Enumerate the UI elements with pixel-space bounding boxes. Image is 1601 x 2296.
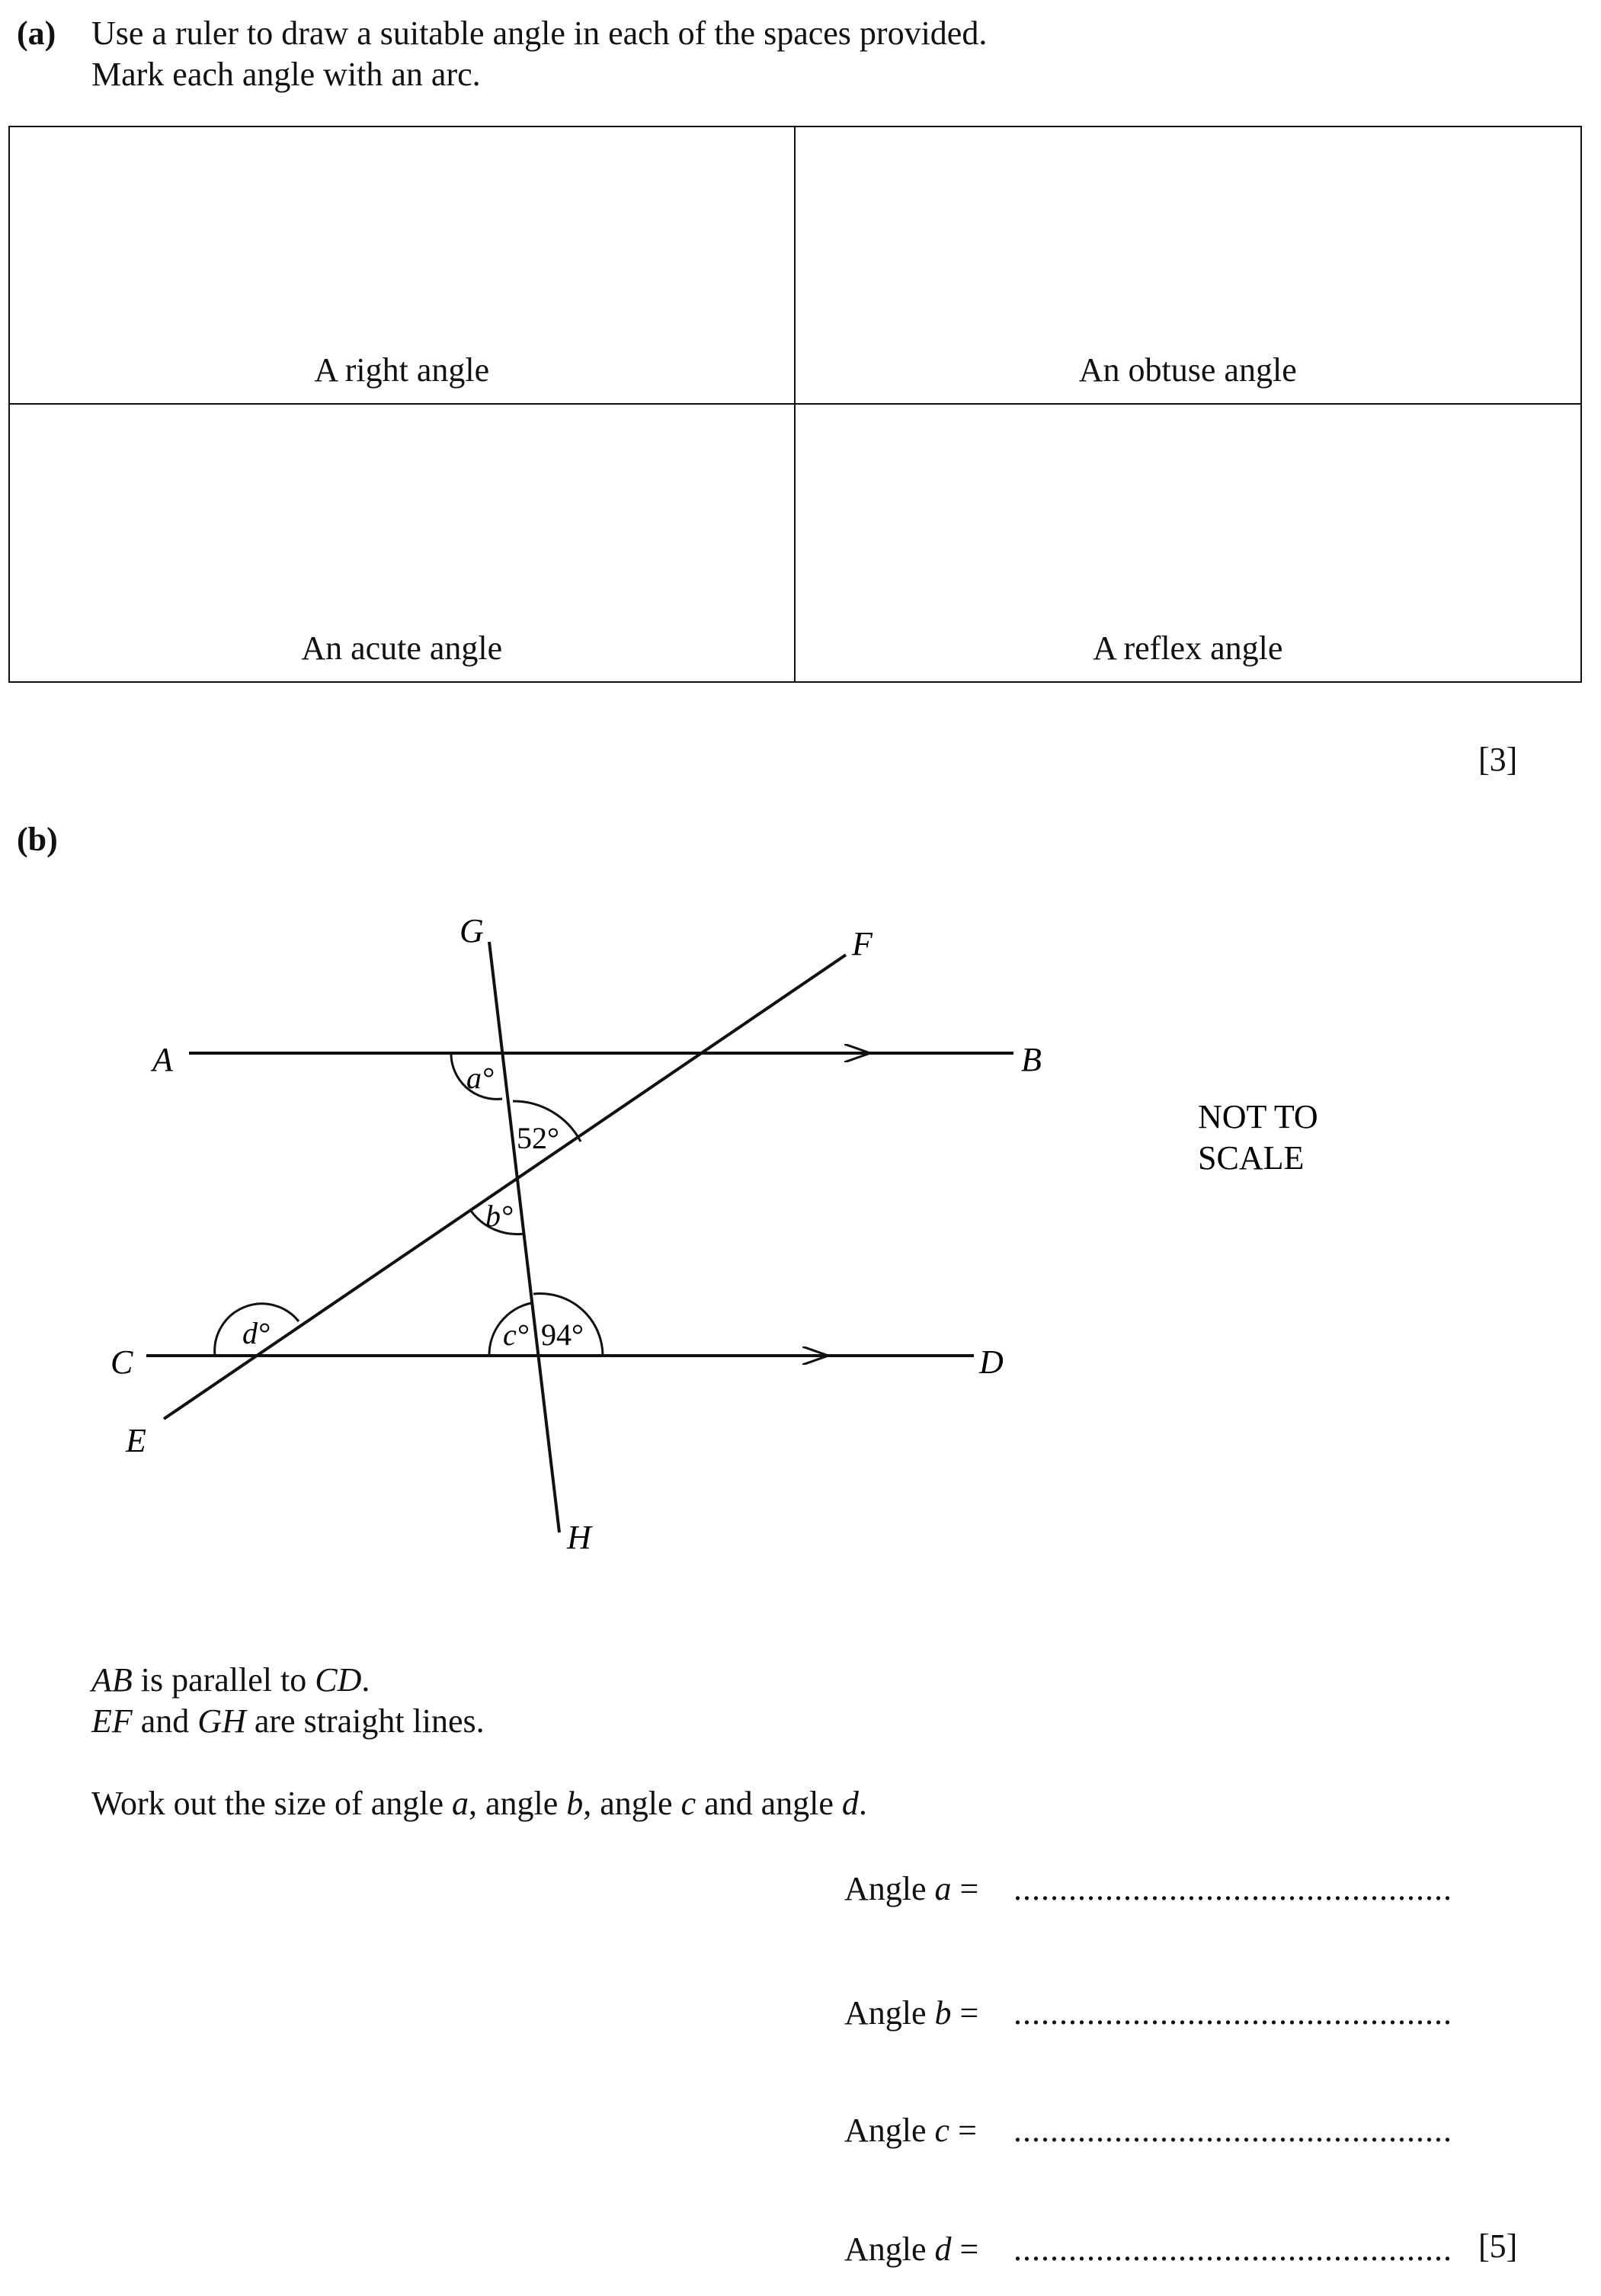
angle-drawing-table — [8, 126, 1582, 683]
part-a-marks: [3] — [1478, 741, 1518, 778]
point-label-c: C — [110, 1343, 133, 1381]
answer-var-c: c — [934, 2112, 950, 2149]
acute-angle-label: An acute angle — [301, 629, 503, 667]
line-name-gh: GH — [197, 1702, 246, 1740]
line-name-ef: EF — [91, 1702, 133, 1740]
answer-var-a: a — [934, 1870, 952, 1907]
answer-field-d[interactable]: ................................................ — [1013, 2230, 1452, 2268]
task-text-3: , angle — [583, 1785, 681, 1822]
part-a-instruction-line2: Mark each angle with an arc. — [91, 56, 481, 93]
parallel-lines-diagram — [0, 876, 1372, 1577]
part-a-instruction-line1: Use a ruler to draw a suitable angle in each of the spaces provided. — [91, 14, 988, 52]
answer-eq-c: = — [949, 2112, 977, 2149]
point-label-b: B — [1021, 1041, 1042, 1078]
reflex-angle-space[interactable] — [796, 405, 1581, 682]
task-text-1: Work out the size of angle — [91, 1785, 452, 1822]
task-text-2: , angle — [468, 1785, 567, 1822]
angle-label-d: d° — [242, 1316, 270, 1350]
answer-field-a[interactable]: ................................................ — [1013, 1870, 1452, 1907]
answer-row-d — [844, 2230, 1452, 2269]
right-angle-label: A right angle — [314, 351, 490, 389]
angle-label-52: 52° — [517, 1121, 559, 1155]
task-var-a: a — [451, 1785, 469, 1822]
statement-parallel-text: is parallel to — [132, 1661, 315, 1699]
answer-row-c — [844, 2111, 1452, 2150]
angle-label-b: b° — [485, 1199, 513, 1233]
answer-prefix-d: Angle — [844, 2230, 935, 2268]
obtuse-angle-label: An obtuse angle — [1078, 351, 1297, 389]
task-var-d: d — [841, 1785, 859, 1822]
part-a-label: (a) — [17, 14, 56, 52]
answer-var-b: b — [934, 1994, 952, 2032]
not-to-scale-line2: SCALE — [1198, 1139, 1305, 1177]
part-b-marks: [5] — [1478, 2227, 1518, 2265]
point-label-h: H — [567, 1519, 591, 1556]
answer-var-d: d — [934, 2230, 952, 2268]
task-var-c: c — [680, 1785, 696, 1822]
answer-field-c[interactable]: ................................................ — [1013, 2112, 1452, 2149]
point-label-d: D — [979, 1343, 1004, 1381]
not-to-scale-line1: NOT TO — [1198, 1098, 1318, 1135]
answer-prefix-b: Angle — [844, 1994, 935, 2032]
angle-label-94: 94° — [541, 1318, 584, 1352]
answer-field-b[interactable]: ................................................ — [1013, 1994, 1452, 2032]
answer-eq-a: = — [951, 1870, 979, 1907]
answer-eq-b: = — [951, 1994, 979, 2032]
answer-row-a — [844, 1869, 1452, 1908]
line-name-cd: CD — [315, 1661, 362, 1699]
angle-label-a: a° — [466, 1061, 494, 1095]
task-instruction — [91, 1787, 867, 1820]
statement-parallel — [91, 1661, 370, 1699]
task-text-5: . — [858, 1785, 867, 1822]
reflex-angle-label: A reflex angle — [1093, 629, 1283, 667]
task-text-4: and angle — [696, 1785, 842, 1822]
task-var-b: b — [566, 1785, 584, 1822]
line-name-ab: AB — [91, 1661, 133, 1699]
statement-straight-and: and — [132, 1702, 198, 1740]
point-label-g: G — [459, 912, 484, 949]
statement-straight-lines — [91, 1702, 485, 1740]
part-b-label: (b) — [17, 821, 58, 858]
answer-prefix-a: Angle — [844, 1870, 935, 1907]
answer-row-b — [844, 1993, 1452, 2032]
acute-angle-space[interactable] — [10, 405, 796, 682]
angle-label-c: c° — [503, 1318, 529, 1352]
statement-straight-text: are straight lines. — [245, 1702, 485, 1740]
point-label-e: E — [126, 1422, 146, 1459]
point-label-a: A — [152, 1041, 173, 1078]
right-angle-space[interactable] — [10, 127, 796, 405]
obtuse-angle-space[interactable] — [796, 127, 1581, 405]
point-label-f: F — [852, 925, 873, 962]
line-gh — [489, 942, 559, 1532]
answer-eq-d: = — [951, 2230, 979, 2268]
statement-parallel-end: . — [361, 1661, 370, 1699]
answer-prefix-c: Angle — [844, 2112, 935, 2149]
